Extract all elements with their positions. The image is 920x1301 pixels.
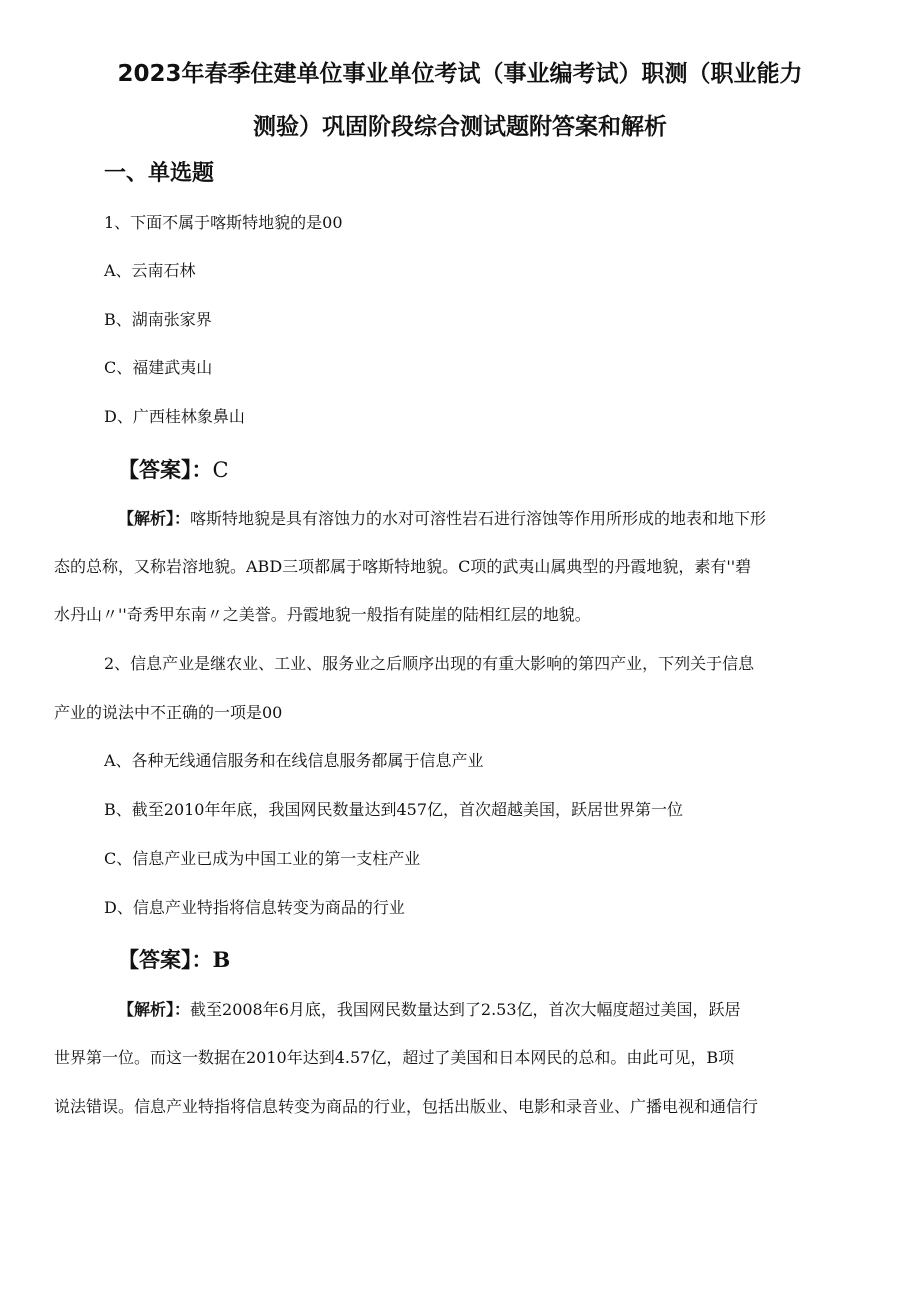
question-1-stem: 1、下面不属于喀斯特地貌的是00 xyxy=(104,213,343,232)
question-2-explanation-line-2: 世界第一位。而这一数据在2010年达到4.57亿，超过了美国和日本网民的总和。由此可见，B项 xyxy=(54,1048,735,1067)
question-2-stem-line-1: 2、信息产业是继农业、工业、服务业之后顺序出现的有重大影响的第四产业，下列关于信息 xyxy=(104,654,755,673)
question-2-explanation-line-3: 说法错误。信息产业特指将信息转变为商品的行业，包括出版业、电影和录音业、广播电视和通信行 xyxy=(54,1097,759,1116)
question-1-explanation-line-1 xyxy=(118,508,766,530)
answer-value: B xyxy=(212,947,231,972)
section-heading: 一、单选题 xyxy=(104,161,215,186)
question-2-option-b: B、截至2010年年底，我国网民数量达到457亿，首次超越美国，跃居世界第一位 xyxy=(104,800,684,819)
question-2-option-c: C、信息产业已成为中国工业的第一支柱产业 xyxy=(104,849,421,868)
question-1-answer xyxy=(118,456,229,484)
explanation-text: 截至2008年6月底，我国网民数量达到了2.53亿，首次大幅度超过美国，跃居 xyxy=(190,1000,741,1019)
question-2-stem-line-2: 产业的说法中不正确的一项是00 xyxy=(54,703,283,722)
answer-label: 【答案】： xyxy=(118,948,213,972)
question-2-answer xyxy=(118,946,230,974)
question-2-option-d: D、信息产业特指将信息转变为商品的行业 xyxy=(104,898,405,917)
question-1-option-c: C、福建武夷山 xyxy=(104,358,213,377)
explanation-text: 喀斯特地貌是具有溶蚀力的水对可溶性岩石进行溶蚀等作用所形成的地表和地下形 xyxy=(190,509,767,528)
question-1-option-b: B、湖南张家界 xyxy=(104,310,212,329)
explanation-label: 【解析】： xyxy=(118,1000,191,1019)
question-1-explanation-line-3: 水丹山〃''奇秀甲东南〃之美誉。丹霞地貌一般指有陡崖的陆相红层的地貌。 xyxy=(54,605,591,624)
question-1-option-d: D、广西桂林象鼻山 xyxy=(104,407,245,426)
document-title-line-1: 2023年春季住建单位事业单位考试（事业编考试）职测（职业能力 xyxy=(117,61,803,87)
question-2-explanation-line-1 xyxy=(118,999,741,1021)
question-1-option-a: A、云南石林 xyxy=(104,261,196,280)
question-1-explanation-line-2: 态的总称，又称岩溶地貌。ABD三项都属于喀斯特地貌。C项的武夷山属典型的丹霞地貌，素有''碧 xyxy=(54,557,752,576)
answer-label: 【答案】： xyxy=(118,458,213,482)
answer-value: C xyxy=(212,458,229,482)
question-2-option-a: A、各种无线通信服务和在线信息服务都属于信息产业 xyxy=(104,751,484,770)
document-title-line-2: 测验）巩固阶段综合测试题附答案和解析 xyxy=(253,114,667,140)
explanation-label: 【解析】： xyxy=(118,509,191,528)
